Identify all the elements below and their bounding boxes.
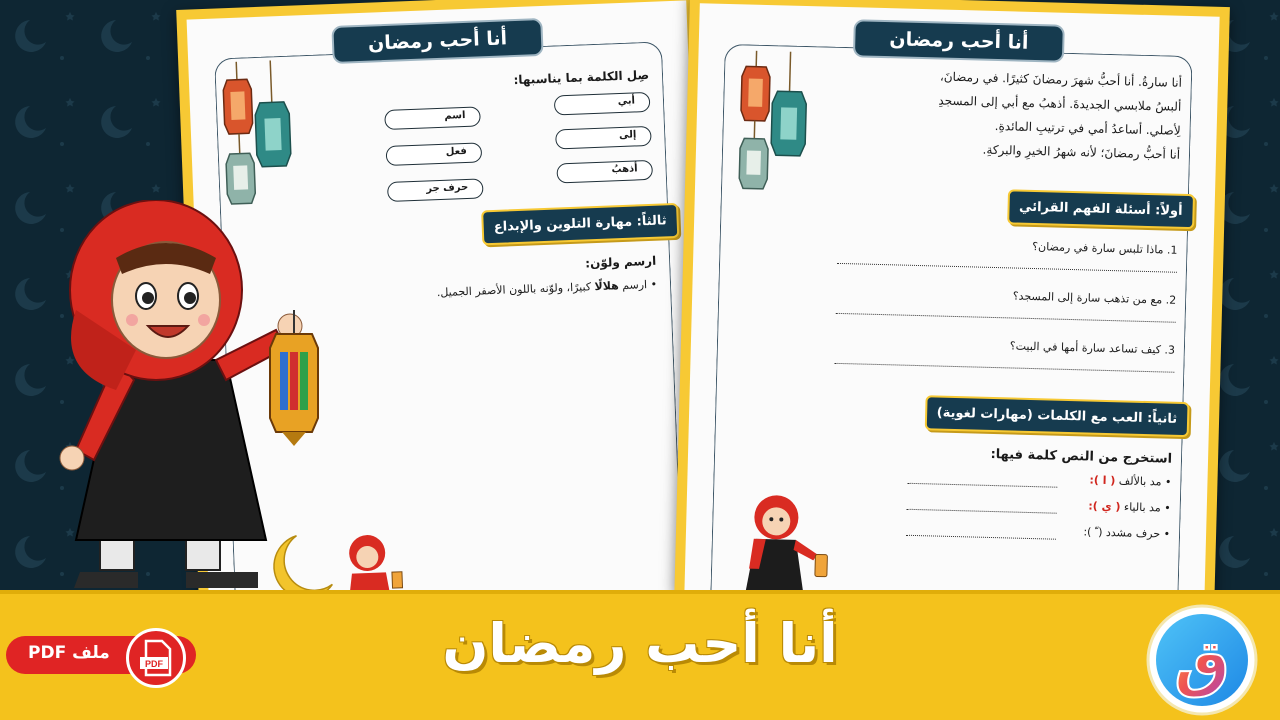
draw-task-rest: كبيرًا، ولوّنه باللون الأصفر الجميل.: [436, 280, 592, 300]
section-reading-title: أولاً: أسئلة الفهم القرائي: [1007, 189, 1195, 229]
bullet: •: [646, 277, 658, 292]
hanging-lanterns-decoration: [735, 50, 819, 202]
extract-item-2: [1088, 500, 1171, 515]
passage-line-1: أنا سارةُ. أنا أحبُّ شهرَ رمضانَ كثيرًا. في رمضانَ،: [939, 69, 1183, 90]
pdf-badge-label: ملف PDF: [28, 643, 110, 663]
question-2: 2. مع من تذهب سارة إلى المسجد؟: [1012, 289, 1177, 307]
hanging-lanterns-decoration: [218, 59, 304, 222]
girl-holding-lantern-illustration: [36, 200, 336, 600]
extract-label: مد بالياء: [1123, 500, 1161, 515]
pdf-file-badge[interactable]: [6, 628, 206, 680]
draw-instruction: ارسم ولوّن:: [585, 253, 657, 271]
pdf-icon: [126, 628, 186, 688]
brand-logo: [1146, 604, 1258, 716]
draw-task-bold: هلالًا: [594, 279, 619, 294]
question-3: 3. كيف تساعد سارة أمها في البيت؟: [1009, 339, 1176, 357]
bullet: •: [1160, 501, 1171, 515]
extract-mark: ( ي ):: [1088, 499, 1121, 514]
extract-mark: ( ا ):: [1089, 473, 1116, 488]
match-word-right-3: أذهبُ: [556, 160, 653, 184]
draw-task-prefix: ارسم: [621, 278, 648, 293]
bullet: •: [1161, 475, 1172, 489]
match-word-right-1: أبي: [554, 92, 651, 116]
banner-title: أنا أحب رمضان: [442, 612, 838, 675]
passage-line-2: ألبسُ ملابسي الجديدةَ. أذهبُ مع أبي إلى المسجدِ: [938, 93, 1182, 114]
section-coloring-title: ثالثاً: مهارة التلوين والإبداع: [481, 203, 679, 246]
logo-letter: ق: [1174, 626, 1230, 699]
extract-label: حرف مشدد: [1105, 526, 1161, 541]
extract-item-3: [1083, 525, 1170, 540]
match-word-left-2: فعل: [386, 142, 483, 166]
girl-with-lantern-illustration: [734, 490, 847, 603]
match-word-left-1: اسم: [384, 106, 481, 130]
extract-item-1: [1089, 474, 1171, 489]
bullet: •: [1159, 527, 1171, 541]
pdf-icon-text: PDF: [145, 659, 163, 669]
passage-line-4: أنا أحبُّ رمضانَ؛ لأنه شهرُ الخيرِ والبركةِ.: [982, 142, 1181, 162]
worksheet-paper: [684, 3, 1219, 606]
match-word-left-3: حرف جر: [387, 178, 484, 202]
extract-label: مد بالألف: [1118, 474, 1162, 489]
extract-mark: ( ّ ):: [1083, 525, 1103, 539]
match-word-right-2: إلى: [555, 126, 652, 150]
passage-line-3: لِأصلي. أساعدُ أمي في ترتيبِ المائدةِ.: [994, 118, 1181, 138]
worksheet-title: أنا أحب رمضان: [853, 19, 1065, 63]
matching-instruction: صِل الكلمة بما يناسبها:: [513, 67, 650, 88]
question-1: 1. ماذا تلبس سارة في رمضان؟: [1032, 239, 1178, 257]
worksheet-page-right: [674, 0, 1230, 607]
extract-instruction: استخرج من النص كلمة فيها:: [990, 446, 1173, 467]
section-language-title: ثانياً: العب مع الكلمات (مهارات لغوية): [924, 395, 1189, 437]
worksheet-title: أنا أحب رمضان: [331, 18, 543, 64]
